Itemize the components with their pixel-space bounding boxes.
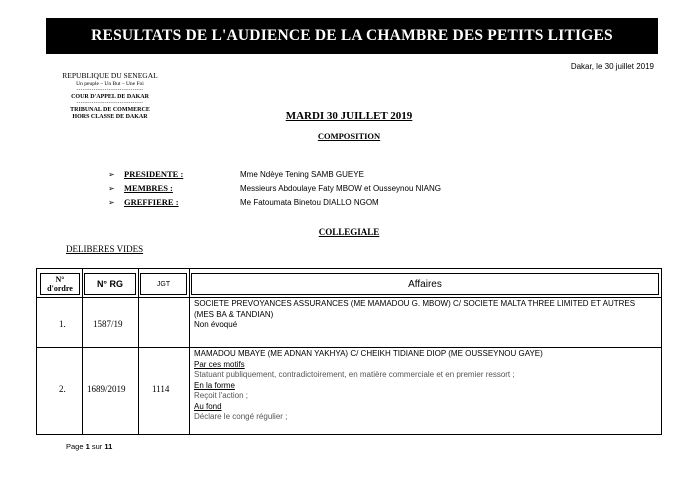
- footer-middle: sur: [91, 442, 103, 451]
- banner-title: RESULTATS DE L'AUDIENCE DE LA CHAMBRE DES PETITS LITIGES: [91, 27, 613, 44]
- footer-total-pages: 11: [104, 442, 113, 451]
- row-divider: [37, 297, 661, 298]
- composition-title: COMPOSITION: [317, 131, 381, 141]
- arrow-bullet-icon: ➢: [108, 197, 115, 207]
- forme-text: Reçoit l'action ;: [194, 391, 248, 400]
- page-footer: [66, 442, 112, 451]
- row-rg: 1587/19: [93, 319, 123, 329]
- tribunal-name-line2: HORS CLASSE DE DAKAR: [72, 114, 148, 120]
- arrow-bullet-icon: ➢: [108, 169, 115, 179]
- page-banner: [46, 18, 658, 54]
- composition-membres: [108, 183, 441, 193]
- footer-prefix: Page: [66, 442, 84, 451]
- composition-name: Messieurs Abdoulaye Faty MBOW et Ousseynou NIANG: [240, 183, 441, 193]
- republic-name: REPUBLIQUE DU SENEGAL: [62, 71, 158, 80]
- header-affaires: Affaires: [191, 273, 659, 295]
- column-divider: [138, 269, 139, 434]
- column-divider: [82, 269, 83, 434]
- formation-title: COLLEGIALE: [318, 227, 380, 237]
- row-rg: 1689/2019: [87, 384, 126, 394]
- composition-name: Me Fatoumata Binetou DIALLO NGOM: [240, 197, 379, 207]
- affaire-title: MAMADOU MBAYE (ME ADNAN YAKHYA) C/ CHEIKH TIDIANE DIOP (ME OUSSEYNOU GAYE): [194, 349, 543, 358]
- row-jgt: 1114: [152, 384, 170, 394]
- composition-greffiere: [108, 197, 379, 207]
- fond-text: Déclare le congé régulier ;: [194, 412, 288, 421]
- results-table: [36, 268, 662, 435]
- header-rg: N° RG: [84, 273, 136, 295]
- motifs-label: Par ces motifs: [194, 359, 245, 369]
- header-ordre: [40, 273, 80, 295]
- row-ordre: 2.: [59, 384, 66, 394]
- row-divider: [37, 347, 661, 348]
- row-affaire: [194, 299, 656, 331]
- composition-presidente: [108, 169, 364, 179]
- header-separator: -------------------------------: [76, 88, 144, 93]
- header-jgt: JGT: [140, 273, 187, 295]
- affaire-title: SOCIETE PREVOYANCES ASSURANCES (ME MAMADOU G. MBOW) C/ SOCIETE MALTA THREE LIMITED ET AUTRES (MES BA & TANDIAN): [194, 299, 636, 319]
- fond-label: Au fond: [194, 401, 222, 411]
- composition-role: PRESIDENTE :: [124, 169, 184, 179]
- motifs-text: Statuant publiquement, contradictoirement, en matière commerciale et en premier ressort ;: [194, 370, 515, 379]
- composition-role: MEMBRES :: [124, 183, 173, 193]
- forme-label: En la forme: [194, 380, 235, 390]
- column-divider: [189, 269, 190, 434]
- header-ordre-line1: N°: [55, 275, 65, 284]
- document-date: Dakar, le 30 juillet 2019: [570, 62, 654, 71]
- hearing-day-title: MARDI 30 JUILLET 2019: [285, 110, 413, 122]
- composition-name: Mme Ndèye Tening SAMB GUEYE: [240, 169, 364, 179]
- section-title: DELIBERES VIDES: [66, 244, 144, 254]
- header-separator-2: -------------------------------: [76, 101, 144, 106]
- court-name: COUR D'APPEL DE DAKAR: [71, 94, 149, 100]
- composition-role: GREFFIERE :: [124, 197, 179, 207]
- footer-current-page: 1: [85, 442, 90, 451]
- affaire-status: Non évoqué: [194, 320, 238, 329]
- arrow-bullet-icon: ➢: [108, 183, 115, 193]
- row-ordre: 1.: [59, 319, 66, 329]
- national-motto: Un peuple – Un But – Une Foi: [76, 81, 144, 87]
- row-affaire: [194, 349, 656, 423]
- header-ordre-line2: d'ordre: [47, 284, 73, 293]
- tribunal-name-line1: TRIBUNAL DE COMMERCE: [70, 107, 150, 113]
